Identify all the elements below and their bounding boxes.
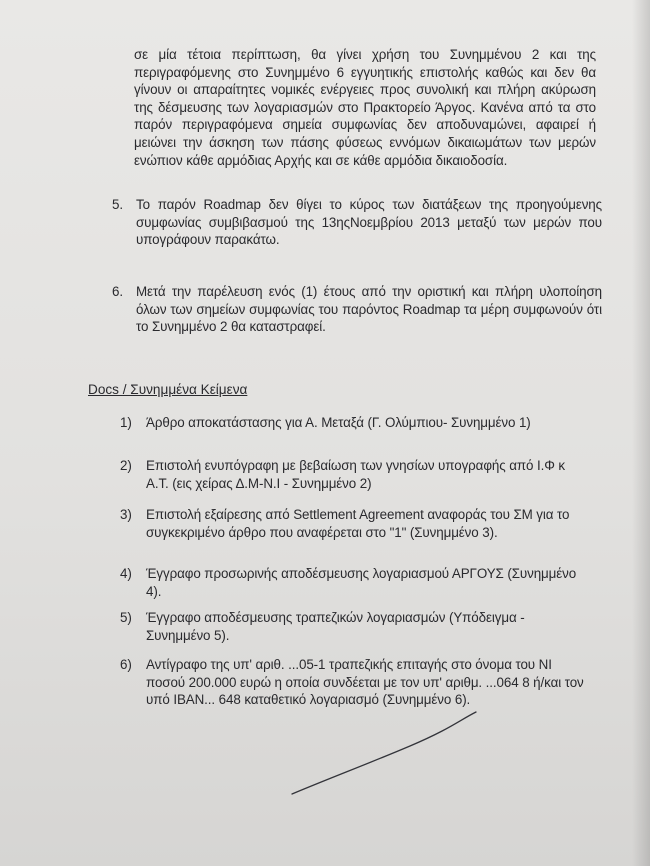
numbered-item-5 bbox=[112, 196, 602, 249]
doc-item-4 bbox=[120, 565, 590, 600]
doc-number: 3) bbox=[120, 507, 132, 522]
doc-item-6 bbox=[120, 656, 590, 709]
doc-text: Επιστολή ενυπόγραφη με βεβαίωση των γνησίων υπογραφής από Ι.Φ κ Α.Τ. (εις χείρας Δ.Μ-Ν.Ι - Συνημμένο 2) bbox=[146, 458, 566, 491]
doc-text: Επιστολή εξαίρεσης από Settlement Agreement αναφοράς του ΣΜ για το συγκεκριμένο άρθρο που αναφέρεται στο "1" (Συνημμένο 3). bbox=[146, 507, 570, 540]
doc-number: 2) bbox=[120, 458, 132, 473]
doc-item-5 bbox=[120, 609, 590, 644]
item-number: 5. bbox=[112, 197, 123, 212]
doc-number: 4) bbox=[120, 566, 132, 581]
doc-text: Αντίγραφο της υπ' αριθ. ...05-1 τραπεζικής επιταγής στο όνομα του ΝΙ ποσού 200.000 ευρώ η οποία συνδέεται με τον υπ' αριθμ. ...064 8 ή/και τον υπό IBAN... 648 καταθετικό λογαριασμό (Συνημμένο 6). bbox=[146, 657, 584, 708]
doc-item-3 bbox=[120, 506, 590, 541]
numbered-item-6 bbox=[112, 283, 602, 336]
top-paragraph: σε μία τέτοια περίπτωση, θα γίνει χρήση του Συνημμένου 2 και της περιγραφόμενης στο Συνημμένο 6 εγγυητικής επιστολής καθώς και δεν θα γίνουν οι απαραίτητες νομικές ενέργειες προς συνολική και πλήρη ακύρωση της δέσμευσης των λογαριασμών στο Πρακτορείο Άργος. Κανένα από τα στο παρόν περιγραφόμενα σημεία συμφωνίας δεν αποδυναμώνει, αφαιρεί ή μειώνει την άσκηση των πάσης φύσεως εννόμων δικαιωμάτων των μερών ενώπιον κάθε αρμόδιας Αρχής και σε κάθε αρμόδια δικαιοδοσία. bbox=[134, 47, 596, 168]
item-text: Το παρόν Roadmap δεν θίγει το κύρος των διατάξεων της προηγούμενης συμφωνίας συμβιβασμού της 13ηςΝοεμβρίου 2013 μεταξύ των μερών που υπογράφουν παρακάτω. bbox=[136, 197, 602, 248]
doc-item-2 bbox=[120, 457, 590, 492]
item-number: 6. bbox=[112, 284, 123, 299]
doc-number: 6) bbox=[120, 657, 132, 672]
doc-text: Άρθρο αποκατάστασης για Α. Μεταξά (Γ. Ολύμπιου- Συνημμένο 1) bbox=[146, 415, 531, 430]
doc-number: 1) bbox=[120, 415, 132, 430]
doc-number: 5) bbox=[120, 610, 132, 625]
docs-heading: Docs / Συνημμένα Κείμενα bbox=[88, 382, 248, 397]
doc-text: Έγγραφο αποδέσμευσης τραπεζικών λογαριασμών (Υπόδειγμα - Συνημμένο 5). bbox=[146, 610, 525, 643]
handwritten-signature-stroke bbox=[290, 708, 480, 798]
item-text: Μετά την παρέλευση ενός (1) έτους από την οριστική και πλήρη υλοποίηση όλων των σημείων συμφωνίας του παρόντος Roadmap τα μέρη συμφωνούν ότι το Συνημμένο 2 θα καταστραφεί. bbox=[136, 284, 602, 335]
doc-item-1 bbox=[120, 414, 590, 432]
doc-text: Έγγραφο προσωρινής αποδέσμευσης λογαριασμού ΑΡΓΟΥΣ (Συνημμένο 4). bbox=[146, 566, 577, 599]
page-shadow bbox=[632, 0, 650, 866]
